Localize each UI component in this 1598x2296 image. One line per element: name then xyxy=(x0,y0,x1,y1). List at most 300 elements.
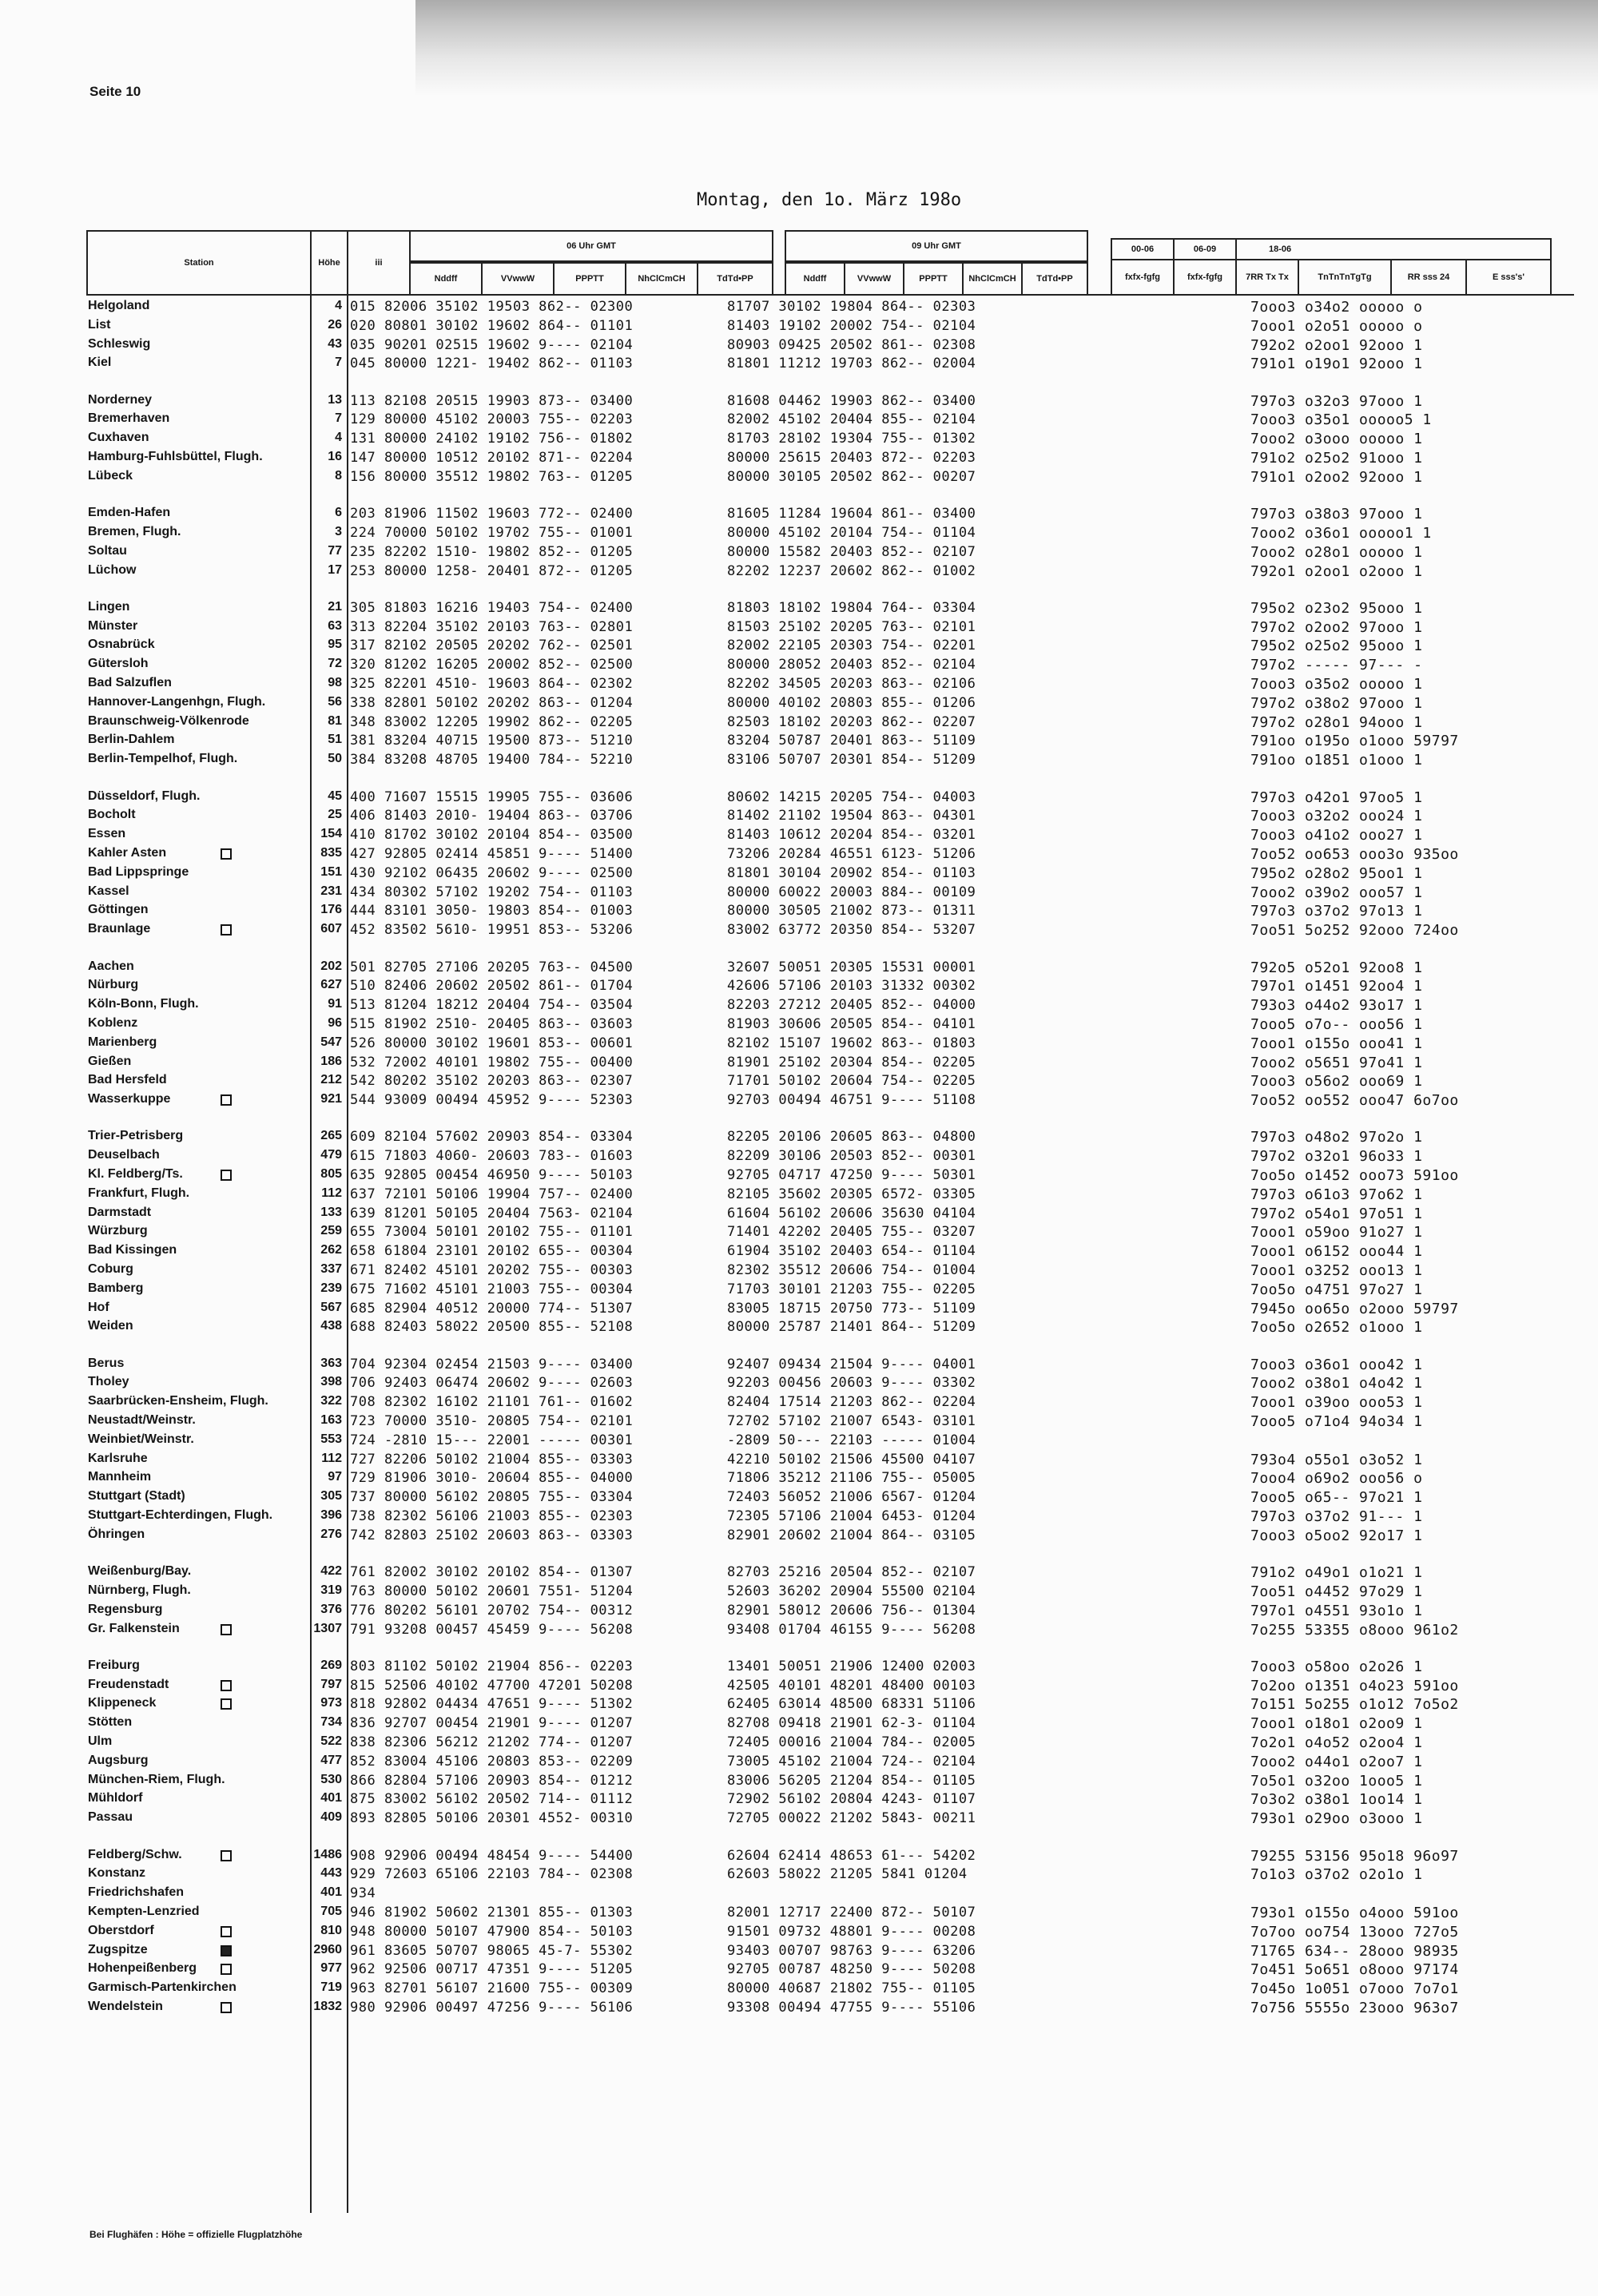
station-name: Norderney xyxy=(88,392,153,407)
station-name: Bad Hersfeld xyxy=(88,1073,167,1087)
station-name: Öhringen xyxy=(88,1527,145,1541)
station-name: Zugspitze xyxy=(88,1942,148,1956)
extra-data: 793o1 o29oo o3ooo 1 xyxy=(1250,1810,1423,1828)
station-name: Bocholt xyxy=(88,808,136,822)
obs-06-gmt: 609 82104 57602 20903 854-- 03304 xyxy=(350,1129,634,1146)
obs-09-gmt: 71701 50102 20604 754-- 02205 xyxy=(727,1073,976,1090)
obs-06-gmt: 724 -2810 15--- 22001 ----- 00301 xyxy=(350,1432,634,1448)
station-name: Stötten xyxy=(88,1715,133,1730)
obs-06-gmt: 305 81803 16216 19403 754-- 02400 xyxy=(350,599,634,616)
station-name: Deuselbach xyxy=(88,1148,160,1162)
obs-06-gmt: 688 82403 58022 20500 855-- 52108 xyxy=(350,1319,634,1336)
station-name: Stuttgart-Echterdingen, Flugh. xyxy=(88,1508,273,1523)
obs-06-gmt: 852 83004 45106 20803 853-- 02209 xyxy=(350,1753,634,1770)
extra-data: 7ooo1 o59oo 91o27 1 xyxy=(1250,1224,1423,1241)
station-height: 95 xyxy=(328,638,342,652)
station-height: 409 xyxy=(320,1810,342,1825)
station-name: Kahler Asten xyxy=(88,845,167,860)
station-height: 17 xyxy=(328,562,342,577)
obs-09-gmt: 81403 19102 20002 754-- 02104 xyxy=(727,317,976,334)
obs-09-gmt: 82708 09418 21901 62-3- 01104 xyxy=(727,1715,976,1732)
obs-06-gmt: 452 83502 5610- 19951 853-- 53206 xyxy=(350,922,634,939)
station-height: 56 xyxy=(328,694,342,709)
obs-09-gmt: 81903 30606 20505 854-- 04101 xyxy=(727,1015,976,1032)
station-name: Frankfurt, Flugh. xyxy=(88,1186,190,1200)
station-name: Helgoland xyxy=(88,299,150,312)
range-header-3: 18-06 xyxy=(1235,238,1552,260)
extra-data: 7oo5o o4751 97o27 1 xyxy=(1250,1281,1423,1298)
station-name: Mannheim xyxy=(88,1470,152,1484)
station-height: 43 xyxy=(328,336,342,351)
station-height: 186 xyxy=(320,1054,342,1068)
station-height: 973 xyxy=(320,1696,342,1710)
extra-data: 797o3 o37o2 91--- 1 xyxy=(1250,1508,1423,1526)
obs-09-gmt: 82901 58012 20606 756-- 01304 xyxy=(727,1602,976,1619)
station-name: Konstanz xyxy=(88,1866,145,1881)
station-height: 322 xyxy=(320,1394,342,1408)
station-height: 269 xyxy=(320,1658,342,1672)
table-row xyxy=(0,733,1598,751)
col09-3: PPPTT xyxy=(903,262,964,296)
table-row xyxy=(0,1432,1598,1451)
station-name: Emden-Hafen xyxy=(88,506,171,520)
station-height: 567 xyxy=(320,1300,342,1314)
table-row xyxy=(0,1413,1598,1432)
sub-header-2: fxfx-fgfg xyxy=(1173,259,1237,296)
table-row xyxy=(0,1262,1598,1281)
mountain-marker-icon xyxy=(221,2002,232,2013)
obs-06-gmt: 020 80801 30102 19602 864-- 01101 xyxy=(350,317,634,334)
obs-06-gmt: 763 80000 50102 20601 7551- 51204 xyxy=(350,1583,634,1599)
table-row xyxy=(0,450,1598,468)
obs-09-gmt: 92703 00494 46751 9---- 51108 xyxy=(727,1092,976,1109)
station-height: 398 xyxy=(320,1375,342,1389)
obs-06-gmt: 129 80000 45102 20003 755-- 02203 xyxy=(350,411,634,428)
extra-data: 797o2 o32o1 96o33 1 xyxy=(1250,1148,1423,1166)
table-row xyxy=(0,1167,1598,1186)
col09-4: NhClCmCH xyxy=(962,262,1023,296)
mountain-marker-filled-icon xyxy=(221,1945,232,1956)
obs-09-gmt: 71703 30101 21203 755-- 02205 xyxy=(727,1281,976,1297)
station-name: Mühldorf xyxy=(88,1791,143,1805)
obs-06-gmt: 317 82102 20505 20202 762-- 02501 xyxy=(350,638,634,654)
station-height: 835 xyxy=(320,845,342,860)
station-name: Soltau xyxy=(88,543,127,558)
table-row xyxy=(0,808,1598,826)
extra-data: 792o5 o52o1 92oo8 1 xyxy=(1250,959,1423,976)
obs-09-gmt: 82002 22105 20303 754-- 02201 xyxy=(727,638,976,654)
station-height: 97 xyxy=(328,1470,342,1484)
table-row xyxy=(0,1961,1598,1980)
table-row xyxy=(0,1885,1598,1904)
obs-06-gmt: 427 92805 02414 45851 9---- 51400 xyxy=(350,845,634,862)
station-height: 547 xyxy=(320,1035,342,1049)
obs-06-gmt: 384 83208 48705 19400 784-- 52210 xyxy=(350,752,634,769)
obs-06-gmt: 893 82805 50106 20301 4552- 00310 xyxy=(350,1810,634,1827)
extra-data: 7ooo3 o34o2 ooooo o xyxy=(1250,299,1423,316)
obs-09-gmt: 91501 09732 48801 9---- 00208 xyxy=(727,1923,976,1940)
obs-06-gmt: 685 82904 40512 20000 774-- 51307 xyxy=(350,1300,634,1317)
station-name: Gießen xyxy=(88,1054,132,1068)
table-row xyxy=(0,865,1598,884)
obs-06-gmt: 761 82002 30102 20102 854-- 01307 xyxy=(350,1564,634,1581)
station-height: 479 xyxy=(320,1148,342,1162)
obs-09-gmt: 61604 56102 20606 35630 04104 xyxy=(727,1205,976,1221)
station-name: Weißenburg/Bay. xyxy=(88,1564,192,1579)
table-row xyxy=(0,1092,1598,1110)
footnote: Bei Flughäfen : Höhe = offizielle Flugplatzhöhe xyxy=(89,2229,303,2240)
extra-data: 7ooo3 o36o1 ooo42 1 xyxy=(1250,1356,1423,1373)
station-height: 81 xyxy=(328,713,342,728)
station-name: Neustadt/Weinstr. xyxy=(88,1413,196,1428)
obs-09-gmt: 42606 57106 20103 31332 00302 xyxy=(727,978,976,995)
extra-data: 791o1 o2oo2 92ooo 1 xyxy=(1250,468,1423,486)
station-height: 607 xyxy=(320,922,342,936)
obs-09-gmt: 93308 00494 47755 9---- 55106 xyxy=(727,1999,976,2016)
obs-09-gmt: 83006 56205 21204 854-- 01105 xyxy=(727,1772,976,1789)
obs-09-gmt: 72405 00016 21004 784-- 02005 xyxy=(727,1734,976,1751)
obs-06-gmt: 946 81902 50602 21301 855-- 01303 xyxy=(350,1904,634,1921)
table-row xyxy=(0,1527,1598,1546)
station-name: Weinbiet/Weinstr. xyxy=(88,1432,194,1446)
mountain-marker-icon xyxy=(221,1624,232,1635)
table-row xyxy=(0,657,1598,675)
station-name: Coburg xyxy=(88,1261,133,1276)
obs-09-gmt: 42505 40101 48201 48400 00103 xyxy=(727,1677,976,1694)
table-row xyxy=(0,431,1598,449)
obs-06-gmt: 320 81202 16205 20002 852-- 02500 xyxy=(350,657,634,673)
sub-header-3: 7RR Tx Tx xyxy=(1235,259,1299,296)
table-row xyxy=(0,337,1598,356)
station-height: 25 xyxy=(328,808,342,822)
station-height: 133 xyxy=(320,1205,342,1219)
table-row xyxy=(0,1848,1598,1866)
station-name: Weiden xyxy=(88,1319,133,1333)
obs-06-gmt: 742 82803 25102 20603 863-- 03303 xyxy=(350,1527,634,1543)
obs-09-gmt: 62603 58022 21205 5841 01204 xyxy=(727,1866,968,1883)
station-name: Cuxhaven xyxy=(88,431,149,445)
station-name: Bad Lippspringe xyxy=(88,864,189,879)
col06-5: TdTd•PP xyxy=(697,262,773,296)
obs-09-gmt: 80000 45102 20104 754-- 01104 xyxy=(727,524,976,541)
station-name: Essen xyxy=(88,827,126,841)
station-height: 719 xyxy=(320,1980,342,1995)
obs-06-gmt: 815 52506 40102 47700 47201 50208 xyxy=(350,1677,634,1694)
extra-data: 7o3o2 o38o1 1oo14 1 xyxy=(1250,1791,1423,1809)
obs-06-gmt: 532 72002 40101 19802 755-- 00400 xyxy=(350,1054,634,1071)
table-row xyxy=(0,1980,1598,1999)
station-height: 8 xyxy=(335,468,342,483)
sub-header-5: RR sss 24 xyxy=(1390,259,1467,296)
extra-data: 7ooo1 o2o51 ooooo o xyxy=(1250,317,1423,335)
obs-09-gmt: 71806 35212 21106 755-- 05005 xyxy=(727,1470,976,1487)
extra-data: 797o3 o48o2 97o2o 1 xyxy=(1250,1129,1423,1146)
station-name: Würzburg xyxy=(88,1224,148,1238)
station-height: 176 xyxy=(320,903,342,917)
extra-data: 7oo52 oo653 ooo3o 935oo xyxy=(1250,845,1459,863)
station-name: Münster xyxy=(88,618,138,633)
station-name: Passau xyxy=(88,1810,133,1825)
scan-artifact xyxy=(415,0,1598,96)
station-name: Bamberg xyxy=(88,1281,144,1295)
extra-data: 795o2 o23o2 95ooo 1 xyxy=(1250,599,1423,617)
obs-06-gmt: 655 73004 50101 20102 755-- 01101 xyxy=(350,1224,634,1241)
station-name: Nürnberg, Flugh. xyxy=(88,1583,191,1597)
obs-09-gmt: 80000 28052 20403 852-- 02104 xyxy=(727,657,976,673)
obs-06-gmt: 637 72101 50106 19904 757-- 02400 xyxy=(350,1186,634,1202)
extra-data: 7o756 5555o 23ooo 963o7 xyxy=(1250,1999,1459,2016)
table-row xyxy=(0,619,1598,638)
station-name: Berlin-Dahlem xyxy=(88,733,175,747)
obs-06-gmt: 706 92403 06474 20602 9---- 02603 xyxy=(350,1375,634,1392)
station-height: 2960 xyxy=(313,1942,342,1956)
station-name: Gütersloh xyxy=(88,657,149,671)
obs-06-gmt: 948 80000 50107 47900 854-- 50103 xyxy=(350,1923,634,1940)
obs-06-gmt: 934 xyxy=(350,1885,376,1902)
mountain-marker-icon xyxy=(221,1698,232,1710)
extra-data: 791o1 o19o1 92ooo 1 xyxy=(1250,356,1423,373)
obs-06-gmt: 542 80202 35102 20203 863-- 02307 xyxy=(350,1073,634,1090)
obs-06-gmt: 836 92707 00454 21901 9---- 01207 xyxy=(350,1715,634,1732)
table-row xyxy=(0,1924,1598,1942)
extra-data: 7ooo1 o6152 ooo44 1 xyxy=(1250,1243,1423,1261)
hoehe-header: Höhe xyxy=(310,230,348,296)
station-name: München-Riem, Flugh. xyxy=(88,1772,225,1786)
range-header-1: 00-06 xyxy=(1111,238,1175,260)
obs-06-gmt: 253 80000 1258- 20401 872-- 01205 xyxy=(350,562,634,579)
mountain-marker-icon xyxy=(221,1926,232,1937)
table-row xyxy=(0,600,1598,618)
obs-09-gmt: 83005 18715 20750 773-- 51109 xyxy=(727,1300,976,1317)
time09-header: 09 Uhr GMT xyxy=(785,230,1088,262)
obs-06-gmt: 224 70000 50102 19702 755-- 01001 xyxy=(350,524,634,541)
extra-data: 7ooo3 o41o2 ooo27 1 xyxy=(1250,827,1423,844)
obs-09-gmt: 81801 11212 19703 862-- 02004 xyxy=(727,356,976,372)
station-height: 21 xyxy=(328,599,342,614)
obs-06-gmt: 156 80000 35512 19802 763-- 01205 xyxy=(350,468,634,485)
obs-09-gmt: -2809 50--- 22103 ----- 01004 xyxy=(727,1432,976,1448)
station-height: 443 xyxy=(320,1866,342,1881)
station-name: Braunschweig-Völkenrode xyxy=(88,713,249,728)
obs-06-gmt: 410 81702 30102 20104 854-- 03500 xyxy=(350,827,634,844)
extra-data: 7oo5o o2652 o1ooo 1 xyxy=(1250,1319,1423,1337)
obs-06-gmt: 348 83002 12205 19902 862-- 02205 xyxy=(350,713,634,730)
obs-09-gmt: 72305 57106 21004 6453- 01204 xyxy=(727,1508,976,1525)
table-row xyxy=(0,2000,1598,2018)
extra-data: 7ooo3 o35o1 ooooo5 1 xyxy=(1250,411,1432,429)
station-height: 154 xyxy=(320,827,342,841)
extra-data: 7ooo3 o5oo2 92o17 1 xyxy=(1250,1527,1423,1544)
extra-data: 7ooo1 o39oo ooo53 1 xyxy=(1250,1394,1423,1412)
station-name: Hamburg-Fuhlsbüttel, Flugh. xyxy=(88,450,263,464)
extra-data: 795o2 o25o2 95ooo 1 xyxy=(1250,638,1423,655)
table-row xyxy=(0,714,1598,733)
extra-data: 7ooo3 o35o2 ooooo 1 xyxy=(1250,676,1423,693)
extra-data: 7oo52 oo552 ooo47 6o7oo xyxy=(1250,1092,1459,1110)
mountain-marker-icon xyxy=(221,1094,232,1106)
station-height: 265 xyxy=(320,1129,342,1143)
obs-06-gmt: 738 82302 56106 21003 855-- 02303 xyxy=(350,1508,634,1525)
table-row xyxy=(0,1281,1598,1300)
obs-06-gmt: 929 72603 65106 22103 784-- 02308 xyxy=(350,1866,634,1883)
table-row xyxy=(0,1734,1598,1753)
station-name: Hannover-Langenhgn, Flugh. xyxy=(88,694,266,709)
station-height: 26 xyxy=(328,317,342,332)
obs-06-gmt: 962 92506 00717 47351 9---- 51205 xyxy=(350,1961,634,1978)
obs-09-gmt: 93408 01704 46155 9---- 56208 xyxy=(727,1621,976,1638)
station-height: 63 xyxy=(328,618,342,633)
station-name: Kiel xyxy=(88,356,112,370)
extra-data: 7ooo2 o28o1 ooooo 1 xyxy=(1250,543,1423,561)
table-row xyxy=(0,1375,1598,1393)
obs-09-gmt: 71401 42202 20405 755-- 03207 xyxy=(727,1224,976,1241)
table-row xyxy=(0,903,1598,921)
table-row xyxy=(0,1035,1598,1054)
table-row xyxy=(0,1243,1598,1261)
station-name: Stuttgart (Stadt) xyxy=(88,1489,185,1504)
obs-06-gmt: 526 80000 30102 19601 853-- 00601 xyxy=(350,1035,634,1051)
obs-06-gmt: 658 61804 23101 20102 655-- 00304 xyxy=(350,1243,634,1260)
obs-06-gmt: 866 82804 57106 20903 854-- 01212 xyxy=(350,1772,634,1789)
obs-06-gmt: 444 83101 3050- 19803 854-- 01003 xyxy=(350,903,634,920)
extra-data: 7o151 5o255 o1o12 7o5o2 xyxy=(1250,1696,1459,1714)
station-height: 4 xyxy=(335,431,342,445)
table-row xyxy=(0,1678,1598,1696)
station-height: 239 xyxy=(320,1281,342,1295)
table-row xyxy=(0,922,1598,940)
obs-06-gmt: 325 82201 4510- 19603 864-- 02302 xyxy=(350,676,634,693)
station-name: Trier-Petrisberg xyxy=(88,1129,184,1143)
obs-06-gmt: 434 80302 57102 19202 754-- 01103 xyxy=(350,884,634,900)
obs-09-gmt: 81803 18102 19804 764-- 03304 xyxy=(727,599,976,616)
station-name: Göttingen xyxy=(88,903,149,917)
obs-09-gmt: 82102 15107 19602 863-- 01803 xyxy=(727,1035,976,1051)
obs-09-gmt: 82209 30106 20503 852-- 00301 xyxy=(727,1148,976,1165)
station-name: Aachen xyxy=(88,959,134,973)
station-height: 51 xyxy=(328,733,342,747)
obs-09-gmt: 82901 20602 21004 864-- 03105 xyxy=(727,1527,976,1543)
table-row xyxy=(0,525,1598,543)
obs-06-gmt: 235 82202 1510- 19802 852-- 01205 xyxy=(350,543,634,560)
station-name: Lübeck xyxy=(88,468,133,483)
obs-09-gmt: 62405 63014 48500 68331 51106 xyxy=(727,1696,976,1713)
obs-09-gmt: 72902 56102 20804 4243- 01107 xyxy=(727,1791,976,1808)
extra-data: 7ooo2 o39o2 ooo57 1 xyxy=(1250,884,1423,901)
extra-data: 7oo51 5o252 92ooo 724oo xyxy=(1250,922,1459,939)
extra-data: 791o2 o25o2 91ooo 1 xyxy=(1250,450,1423,467)
obs-06-gmt: 113 82108 20515 19903 873-- 03400 xyxy=(350,392,634,409)
extra-data: 792o1 o2oo1 o2ooo 1 xyxy=(1250,562,1423,580)
extra-data: 797o3 o38o3 97ooo 1 xyxy=(1250,506,1423,523)
table-row xyxy=(0,356,1598,374)
extra-data: 7ooo1 o3252 ooo13 1 xyxy=(1250,1261,1423,1279)
col06-3: PPPTT xyxy=(553,262,626,296)
table-row xyxy=(0,1583,1598,1602)
obs-09-gmt: 81605 11284 19604 861-- 03400 xyxy=(727,506,976,522)
station-height: 1307 xyxy=(313,1621,342,1635)
obs-09-gmt: 82202 12237 20602 862-- 01002 xyxy=(727,562,976,579)
table-row xyxy=(0,1754,1598,1772)
extra-data: 797o1 o4551 93o1o 1 xyxy=(1250,1602,1423,1619)
obs-06-gmt: 727 82206 50102 21004 855-- 03303 xyxy=(350,1451,634,1468)
station-height: 422 xyxy=(320,1564,342,1579)
obs-09-gmt: 82302 35512 20606 754-- 01004 xyxy=(727,1261,976,1278)
obs-09-gmt: 62604 62414 48653 61--- 54202 xyxy=(727,1847,976,1864)
obs-06-gmt: 737 80000 56102 20805 755-- 03304 xyxy=(350,1489,634,1506)
station-height: 112 xyxy=(321,1451,342,1465)
station-height: 337 xyxy=(320,1261,342,1276)
col06-1: Nddff xyxy=(409,262,483,296)
table-row xyxy=(0,884,1598,903)
table-row xyxy=(0,1866,1598,1885)
extra-data: 797o1 o1451 92oo4 1 xyxy=(1250,978,1423,995)
obs-09-gmt: 80000 60022 20003 884-- 00109 xyxy=(727,884,976,900)
table-row xyxy=(0,1943,1598,1961)
table-row xyxy=(0,1148,1598,1166)
table-row xyxy=(0,318,1598,336)
station-height: 363 xyxy=(320,1356,342,1370)
obs-09-gmt: 92705 00787 48250 9---- 50208 xyxy=(727,1961,976,1978)
station-name: Kl. Feldberg/Ts. xyxy=(88,1166,183,1181)
table-row xyxy=(0,676,1598,694)
time06-header: 06 Uhr GMT xyxy=(409,230,773,262)
station-height: 734 xyxy=(320,1715,342,1730)
extra-data: 7ooo4 o69o2 ooo56 o xyxy=(1250,1470,1423,1488)
col09-5: TdTd•PP xyxy=(1021,262,1088,296)
station-name: Darmstadt xyxy=(88,1205,152,1219)
obs-06-gmt: 513 81204 18212 20404 754-- 03504 xyxy=(350,997,634,1014)
station-name: Friedrichshafen xyxy=(88,1885,185,1900)
extra-data: 7o7oo oo754 13ooo 727o5 xyxy=(1250,1923,1459,1940)
table-row xyxy=(0,1394,1598,1412)
table-row xyxy=(0,1658,1598,1677)
col09-2: VVwwW xyxy=(844,262,904,296)
station-name: Karlsruhe xyxy=(88,1451,148,1465)
station-name: Berus xyxy=(88,1356,125,1370)
extra-data: 795o2 o28o2 95oo1 1 xyxy=(1250,864,1423,882)
obs-09-gmt: 80602 14215 20205 754-- 04003 xyxy=(727,789,976,805)
station-name: Ulm xyxy=(88,1734,113,1749)
extra-data: 7o2o1 o4o52 o2oo4 1 xyxy=(1250,1734,1423,1752)
col06-2: VVwwW xyxy=(481,262,555,296)
table-row xyxy=(0,506,1598,524)
extra-data: 7ooo2 o36o1 ooooo1 1 xyxy=(1250,524,1432,542)
obs-06-gmt: 045 80000 1221- 19402 862-- 01103 xyxy=(350,356,634,372)
extra-data: 7ooo3 o58oo o2o26 1 xyxy=(1250,1658,1423,1675)
table-row xyxy=(0,1508,1598,1527)
station-name: Bremen, Flugh. xyxy=(88,524,181,538)
station-height: 262 xyxy=(320,1243,342,1257)
station-height: 6 xyxy=(335,506,342,520)
obs-09-gmt: 52603 36202 20904 55500 02104 xyxy=(727,1583,976,1599)
table-row xyxy=(0,752,1598,770)
extra-data: 797o2 o2oo2 97ooo 1 xyxy=(1250,618,1423,636)
station-height: 77 xyxy=(328,543,342,558)
station-height: 96 xyxy=(328,1015,342,1030)
extra-data: 7ooo2 o38o1 o4o42 1 xyxy=(1250,1375,1423,1392)
station-height: 7 xyxy=(335,411,342,426)
extra-data: 7ooo3 o32o2 ooo24 1 xyxy=(1250,808,1423,825)
extra-data: 791oo o195o o1ooo 59797 xyxy=(1250,733,1459,750)
extra-data: 797o2 o54o1 97o51 1 xyxy=(1250,1205,1423,1222)
table-row xyxy=(0,978,1598,996)
table-row xyxy=(0,1224,1598,1242)
obs-09-gmt: 82001 12717 22400 872-- 50107 xyxy=(727,1904,976,1921)
mountain-marker-icon xyxy=(221,1170,232,1181)
station-name: Regensburg xyxy=(88,1602,163,1616)
obs-09-gmt: 81707 30102 19804 864-- 02303 xyxy=(727,299,976,315)
extra-data: 797o3 o37o2 97o13 1 xyxy=(1250,903,1423,920)
